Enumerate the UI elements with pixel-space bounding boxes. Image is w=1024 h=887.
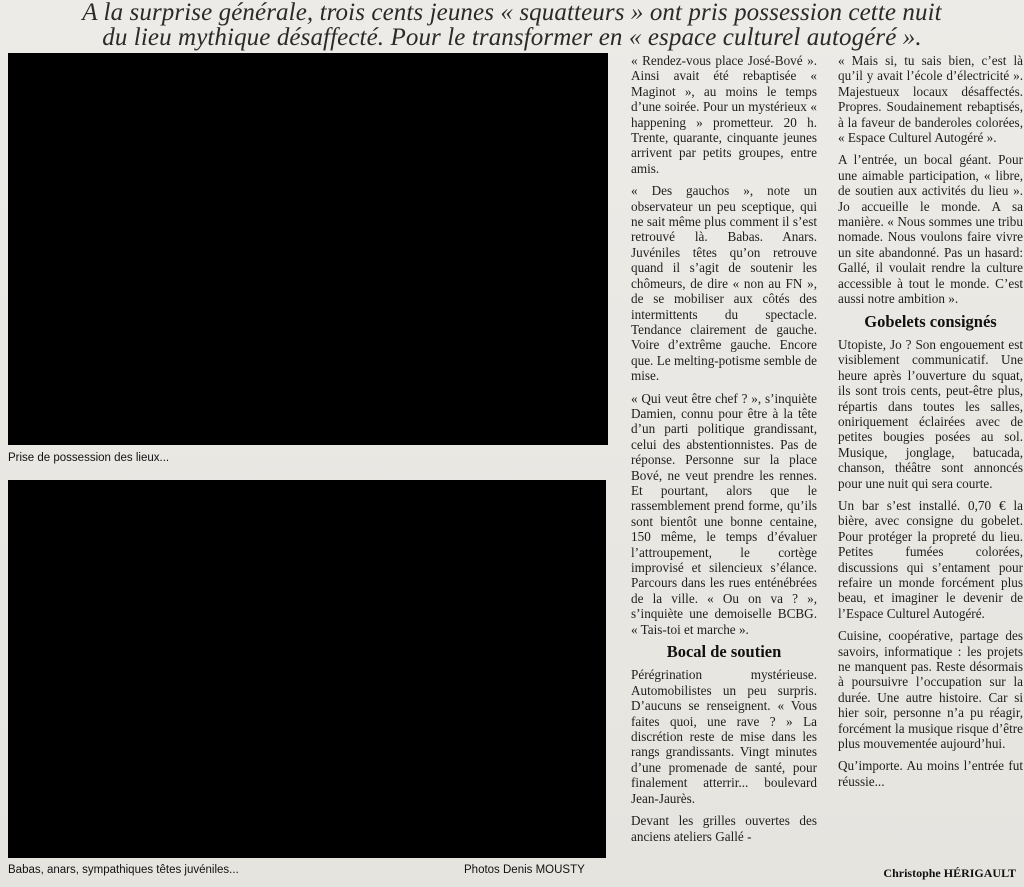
paragraph: « Mais si, tu sais bien, c’est là qu’il y avait l’école d’électricité ». Majestueux locaux désaffectés. Propres. Soudainement rebaptisés, à la faveur de banderoles colorées, « Espace Culturel Autogéré ». [838, 53, 1023, 146]
paragraph: Cuisine, coopérative, partage des savoirs, informatique : les projets ne manquent pas. Reste désormais à poursuivre l’occupation sur la durée. Une autre histoire. Car si hier soir, personne n’a pu réagir, forcément la musique risque d’être plus mouvementée aujourd’hui. [838, 628, 1023, 752]
subheading-bocal: Bocal de soutien [666, 642, 782, 662]
paragraph: « Qui veut être chef ? », s’inquiète Damien, connu pour être à la tête d’un parti politique grandissant, celui des abstentionnistes. Pas de réponse. Personne sur la place Bové, ne veut prendre les rennes. Et pourtant, alors que le rassemblement prend forme, qu’ils sont bientôt une bonne centaine, 150 même, le temps d’évaluer l’attroupement, le cortège improvisé et silencieux s’élance. Parcours dans les rues enténébrées de la ville. « Ou on va ? », s’inquiète une demoiselle BCBG. « Tais-toi et marche ». [631, 390, 817, 637]
paragraph: A l’entrée, un bocal géant. Pour une aimable participation, « libre, de soutien aux activités du lieu ». Jo accueille le monde. A sa manière. « Nous sommes une tribu nomade. Nous voulons faire vivre un site abandonné. Pas un hasard: Gallé, il voulait rendre la culture accessible à tout le monde. C’est aussi notre ambition ». [838, 152, 1023, 307]
article-column-1 [631, 53, 817, 851]
photo-caption-2: Babas, anars, sympathiques têtes juvéniles... [8, 864, 239, 876]
paragraph: Qu’importe. Au moins l’entrée fut réussie... [838, 758, 1023, 789]
paragraph: « Des gauchos », note un observateur un peu sceptique, qui ne sait même plus comment il s’est retrouvé là. Babas. Anars. Juvéniles têtes qu’on retrouve quand il s’agit de soutenir les chômeurs, de dire « non au FN », de se mobiliser aux côtés des intermittents du spectacle. Tendance clairement de gauche. Voire d’extrême gauche. Encore que. Le melting-potisme semble de mise. [631, 183, 817, 384]
photo-redacted-2 [8, 480, 606, 858]
paragraph: « Rendez-vous place José-Bové ». Ainsi avait été rebaptisée « Maginot », au moins le temps d’une soirée. Pour un mystérieux « happening » prometteur. 20 h. Trente, quarante, cinquante jeunes arrivent par petits groupes, entre amis. [631, 53, 817, 176]
headline-line-1: A la surprise générale, trois cents jeunes « squatteurs » ont pris possession cette nuit [82, 0, 942, 26]
headline-line-2: du lieu mythique désaffecté. Pour le transformer en « espace culturel autogéré ». [102, 24, 922, 51]
paragraph: Utopiste, Jo ? Son engouement est visiblement communicatif. Une heure après l’ouverture du squat, ils sont trois cents, peut-être plus, répartis dans toutes les salles, oniriquement éclairées avec de petites bougies posées au sol. Musique, jonglage, batucada, chanson, théâtre sont annoncés pour une nuit qui sera courte. [838, 336, 1023, 491]
paragraph: Un bar s’est installé. 0,70 € la bière, avec consigne du gobelet. Pour protéger la propreté du lieu. Petites fumées colorées, discussions qui s’entament pour refaire un monde forcément plus beau, et imaginer le devenir de l’Espace Culturel Autogéré. [838, 497, 1023, 621]
author-byline: Christophe HÉRIGAULT [883, 866, 1016, 880]
photo-credit: Photos Denis MOUSTY [464, 864, 585, 876]
article-column-2 [838, 53, 1023, 796]
subheading-gobelets: Gobelets consignés [864, 311, 997, 331]
photo-caption-1: Prise de possession des lieux... [8, 452, 170, 464]
paragraph: Pérégrination mystérieuse. Automobilistes un peu surpris. D’aucuns se renseignent. « Vous faites quoi, une rave ? » La discrétion reste de mise dans les rangs grandissants. Vingt minutes d’une promenade de santé, pour finalement atterrir... boulevard Jean-Jaurès. [631, 667, 817, 806]
paragraph: Devant les grilles ouvertes des anciens ateliers Gallé - [631, 813, 817, 844]
article-headline [0, 0, 1024, 50]
photo-redacted-1 [8, 53, 608, 445]
